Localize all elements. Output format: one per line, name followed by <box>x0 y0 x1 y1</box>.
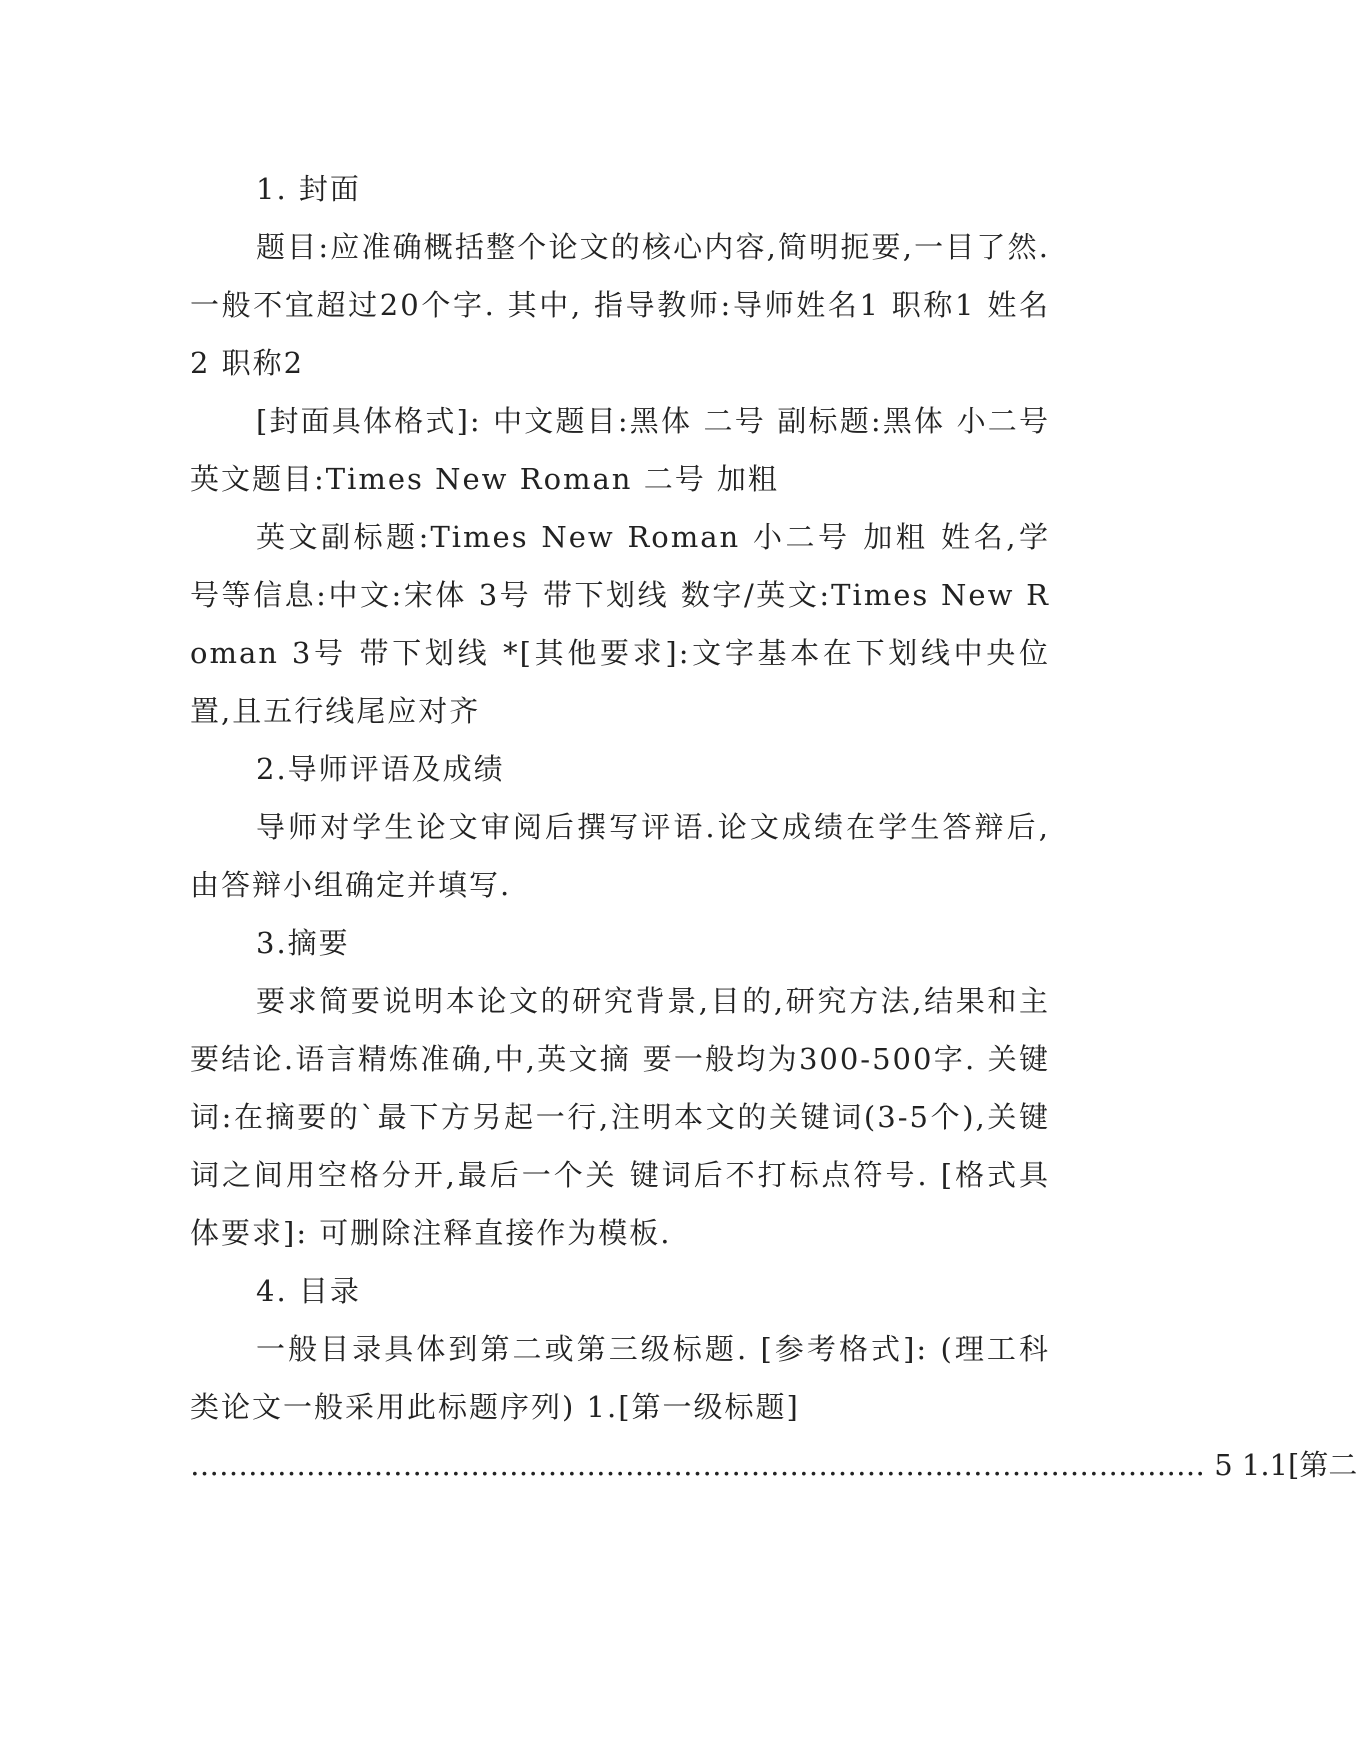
toc-leader-dots: …………………………………………………………………………………………… <box>190 1448 1205 1482</box>
toc-entry-tail: 5 1.1[第二 <box>1214 1448 1357 1482</box>
section-heading-toc: 4. 目录 <box>256 1274 361 1308</box>
paragraph-toc: 一般目录具体到第二或第三级标题. [参考格式]: (理工科类论文一般采用此标题序列) 1.[第一级标题] <box>190 1332 1050 1424</box>
paragraph-english-subtitle: 英文副标题:Times New Roman 小二号 加粗 姓名,学号等信息:中文:宋体 3号 带下划线 数字/英文:Times New Roman 3号 带下划线 *[其他要求]:文字基本在下划线中央位置,且五行线尾应对齐 <box>190 520 1050 728</box>
paragraph-cover-format: [封面具体格式]: 中文题目:黑体 二号 副标题:黑体 小二号 英文题目:Times New Roman 二号 加粗 <box>190 404 1050 496</box>
paragraph-advisor-comments: 导师对学生论文审阅后撰写评语.论文成绩在学生答辩后,由答辩小组确定并填写. <box>190 810 1050 902</box>
paragraph-title-requirements: 题目:应准确概括整个论文的核心内容,简明扼要,一目了然.一般不宜超过20个字. 其中, 指导教师:导师姓名1 职称1 姓名2 职称2 <box>190 230 1050 380</box>
section-heading-abstract: 3.摘要 <box>256 926 350 960</box>
toc-leader-line <box>190 1436 1357 1494</box>
document-body <box>190 160 1357 1494</box>
section-heading-cover: 1. 封面 <box>256 172 361 206</box>
paragraph-abstract: 要求简要说明本论文的研究背景,目的,研究方法,结果和主要结论.语言精炼准确,中,英文摘 要一般均为300-500字. 关键词:在摘要的`最下方另起一行,注明本文的关键词(3-5个),关键词之间用空格分开,最后一个关 键词后不打标点符号. [格式具体要求]: 可删除注释直接作为模板. <box>190 984 1050 1250</box>
section-heading-advisor-comments: 2.导师评语及成绩 <box>256 752 505 786</box>
